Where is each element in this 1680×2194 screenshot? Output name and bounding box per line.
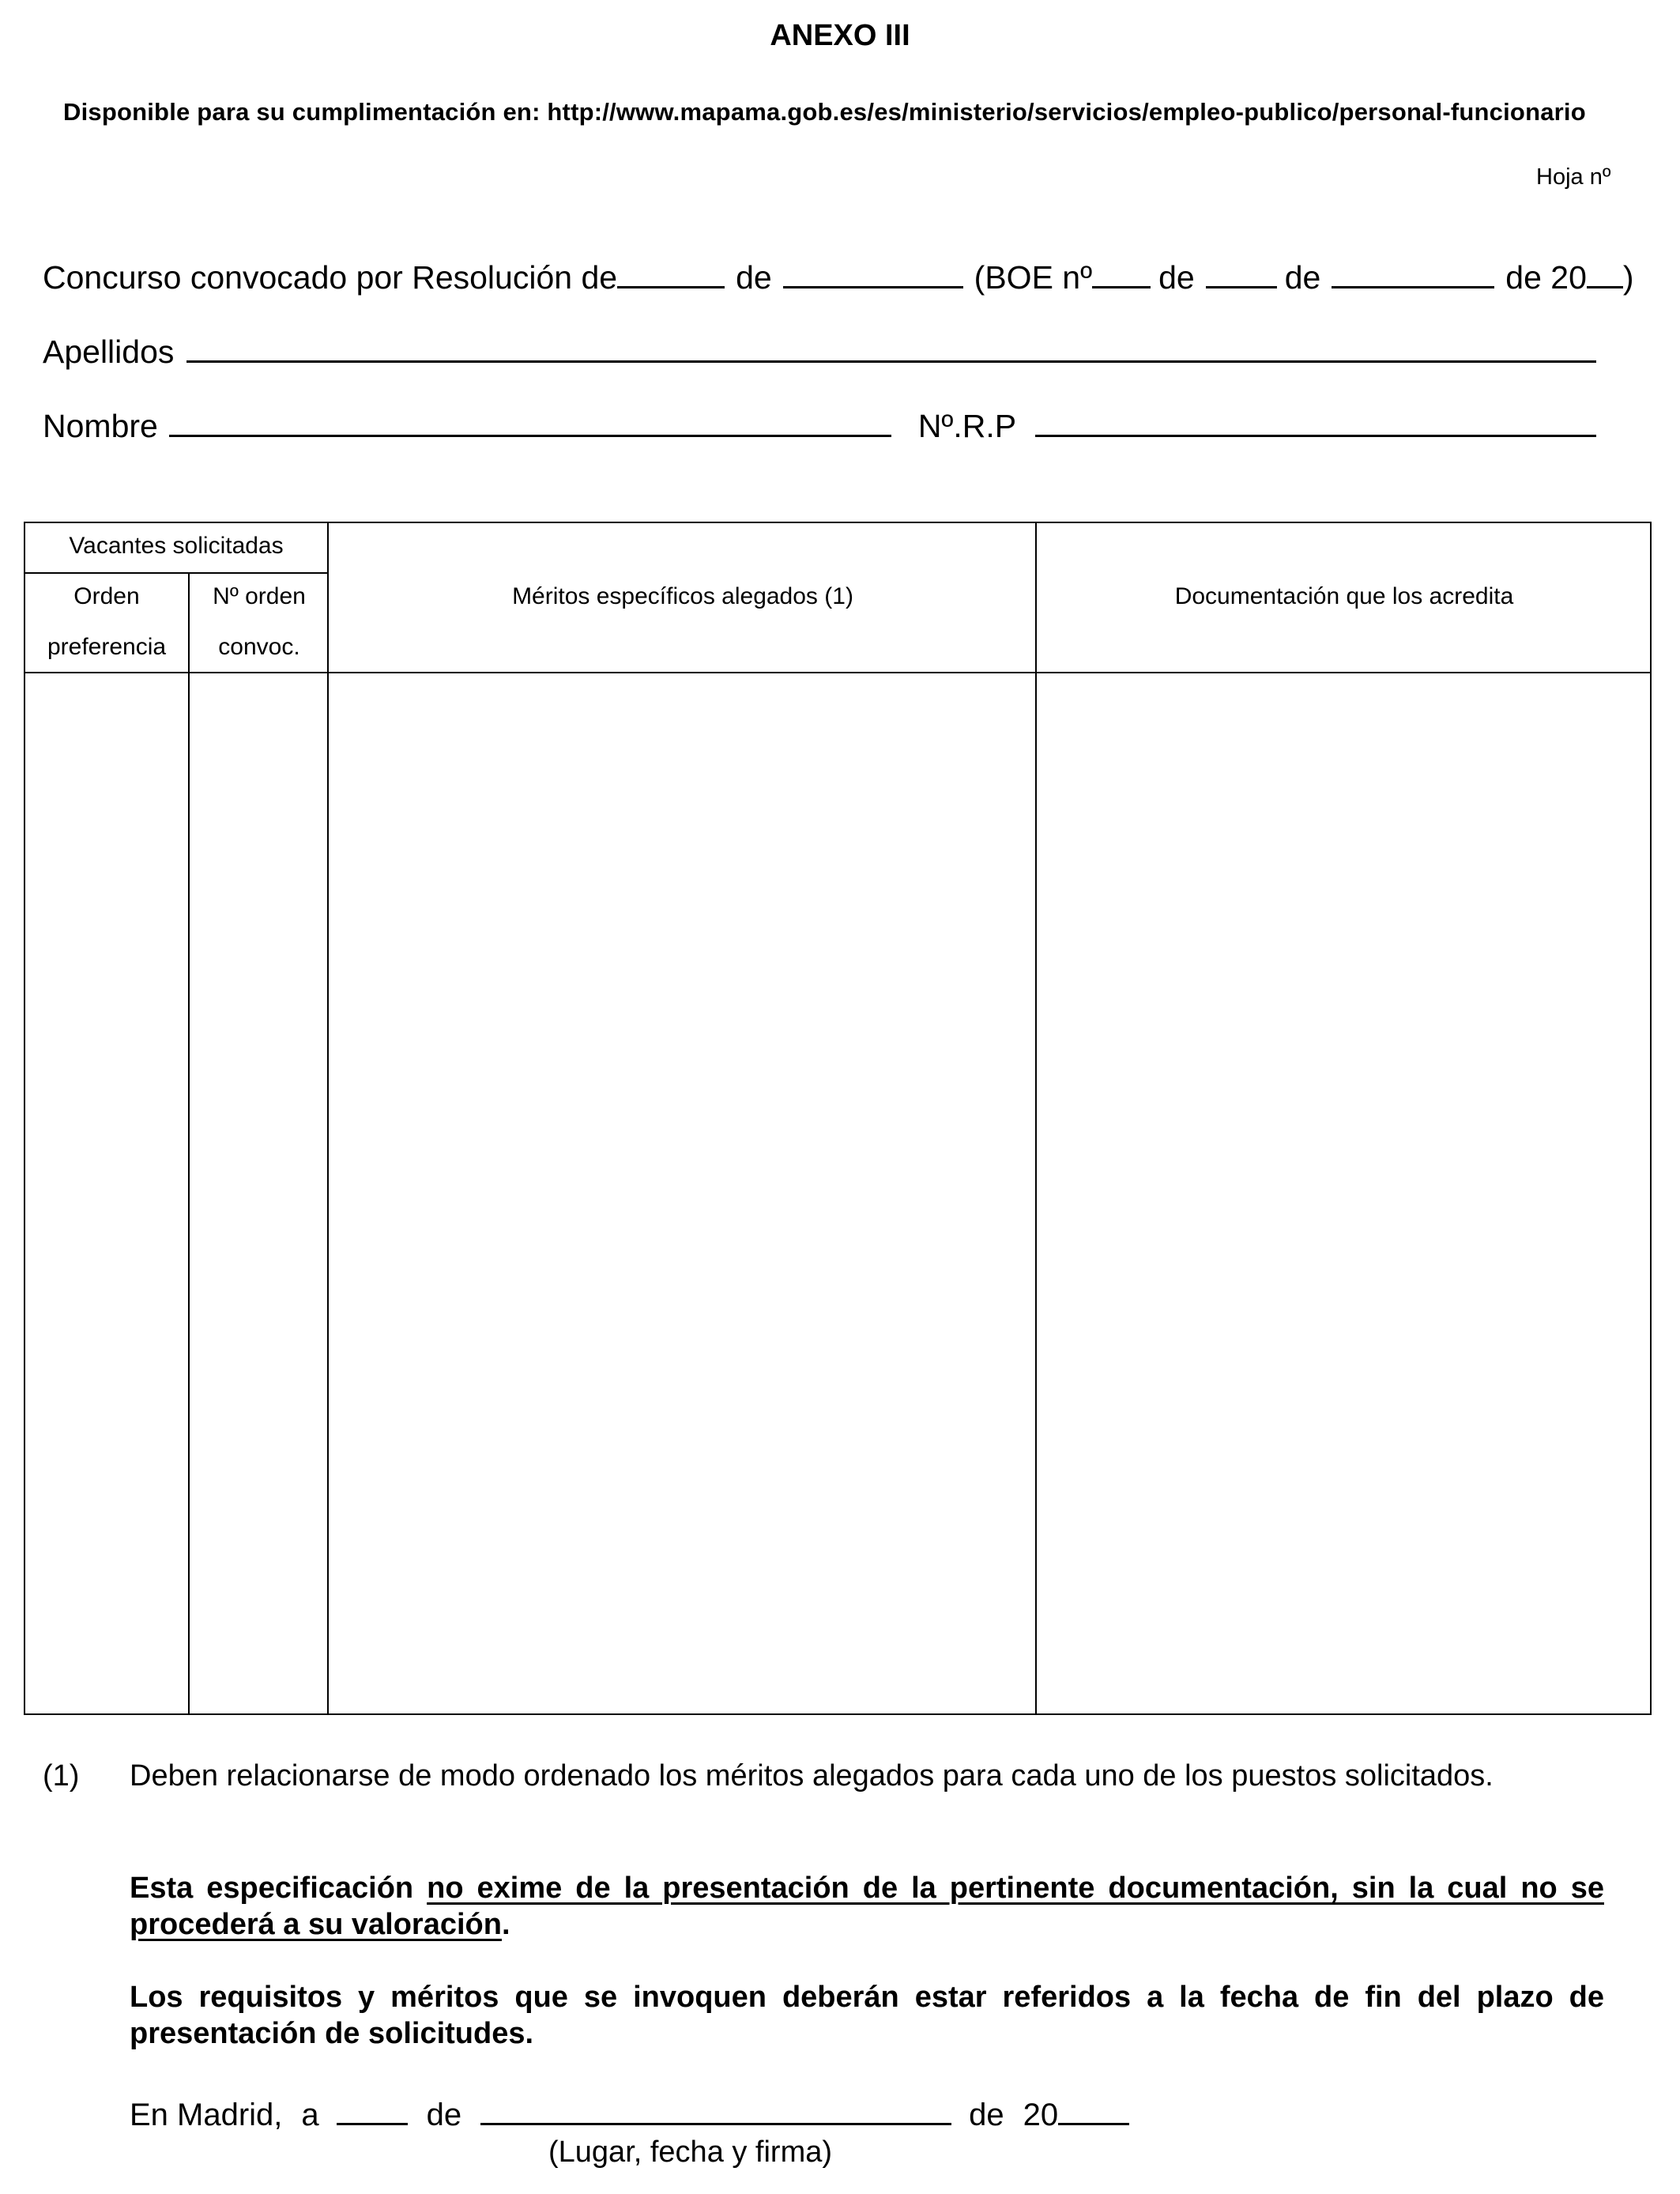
nrp-field[interactable] [1035, 408, 1596, 437]
boe-day-field[interactable] [1206, 259, 1277, 288]
merits-table [24, 522, 1652, 1715]
signature-de1: de [426, 2098, 462, 2132]
concurso-text: Concurso convocado por Resolución de [43, 259, 618, 296]
footnote-3: Los requisitos y méritos que se invoquen deberán estar referidos a la fecha de fin del plazo de presentación de solicitudes. [130, 1981, 1604, 2050]
nrp-label: Nº.R.P [917, 408, 1017, 444]
table-border-bottom [24, 1713, 1652, 1715]
sheet-number-label: Hoja nº [1536, 164, 1611, 190]
vacantes-header: Vacantes solicitadas [69, 533, 284, 559]
norden-header-line2: convoc. [218, 634, 300, 660]
footnote-2-end: . [501, 1908, 510, 1941]
footnote-1: Deben relacionarse de modo ordenado los méritos alegados para cada uno de los puestos solicitados. [130, 1759, 1494, 1793]
signature-caption: (Lugar, fecha y firma) [548, 2136, 833, 2169]
signature-year-field[interactable] [1058, 2096, 1129, 2125]
boe-number-field[interactable] [1092, 259, 1151, 288]
nombre-label: Nombre [43, 408, 158, 444]
footnote-2-underlined: no exime de la presentación de la pertinente documentación, sin la cual no se procederá a su valoración [130, 1872, 1604, 1941]
concurso-line [43, 259, 1634, 296]
close-paren-text: ) [1622, 259, 1634, 296]
signature-place: En Madrid, [130, 2098, 283, 2132]
resolution-month-field[interactable] [783, 259, 963, 288]
signature-de2: de [969, 2098, 1004, 2132]
apellidos-label: Apellidos [43, 334, 175, 370]
nombre-line [43, 408, 1596, 445]
signature-year-prefix: 20 [1023, 2098, 1059, 2132]
signature-day-field[interactable] [337, 2096, 408, 2125]
boe-year-field[interactable] [1587, 259, 1623, 288]
apellidos-field[interactable] [186, 334, 1596, 363]
meritos-header: Méritos específicos alegados (1) [512, 583, 853, 609]
year-prefix-text: de 20 [1505, 259, 1587, 296]
availability-note: Disponible para su cumplimentación en: http://www.mapama.gob.es/es/ministerio/servicios/empleo-publico/personal-funcionario [63, 98, 1586, 126]
nombre-field[interactable] [169, 408, 891, 437]
boe-text: (BOE nº [974, 259, 1093, 296]
concurso-de-text: de [736, 259, 772, 296]
document-title: ANEXO III [770, 19, 910, 52]
table-border-top [24, 522, 1652, 523]
documentacion-cell[interactable] [1037, 673, 1650, 1713]
meritos-cell[interactable] [329, 673, 1035, 1713]
signature-line [130, 2096, 1129, 2133]
signature-a: a [301, 2098, 319, 2132]
resolution-day-field[interactable] [617, 259, 725, 288]
numero-orden-cell[interactable] [190, 673, 327, 1713]
orden-header-line1: Orden [73, 583, 140, 609]
boe-month-field[interactable] [1332, 259, 1494, 288]
boe-de-text: de [1158, 259, 1195, 296]
orden-preferencia-cell[interactable] [25, 673, 188, 1713]
group-header-divider [24, 572, 329, 574]
documentacion-header: Documentación que los acredita [1174, 583, 1514, 609]
boe-de2-text: de [1284, 259, 1321, 296]
footnote-2-start: Esta especificación [130, 1872, 428, 1905]
footnote-2 [130, 1870, 1604, 1943]
norden-header-line1: Nº orden [213, 583, 306, 609]
orden-header-line2: preferencia [47, 634, 167, 660]
signature-month-field[interactable] [480, 2096, 951, 2125]
apellidos-line [43, 334, 1596, 371]
footnote-marker: (1) [43, 1759, 80, 1793]
table-border-right [1650, 522, 1652, 1715]
